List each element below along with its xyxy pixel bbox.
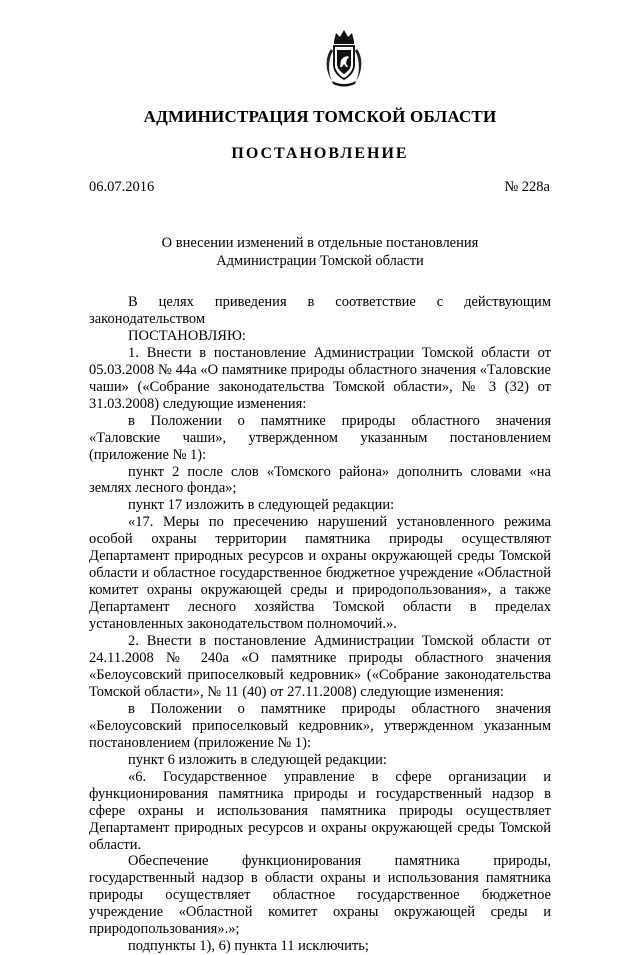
document-date: 06.07.2016 xyxy=(89,179,155,195)
paragraph: В целях приведения в соответствие с действующим законодательством xyxy=(89,294,551,327)
paragraph: пункт 2 после слов «Томского района» дополнить словами «на землях лесного фонда»; xyxy=(89,463,551,497)
paragraph: в Положении о памятнике природы областного значения «Белоусовский припоселковый кедровник», утвержденном указанным постановлением (приложение № 1): xyxy=(89,700,551,751)
document-type: ПОСТАНОВЛЕНИЕ xyxy=(231,145,409,162)
subject-line: Администрации Томской области xyxy=(216,253,424,269)
document-body xyxy=(89,294,551,955)
document-subject xyxy=(89,234,551,270)
paragraph: в Положении о памятнике природы областного значения «Таловские чаши», утвержденном указанным постановлением (приложение № 1): xyxy=(89,412,551,463)
paragraph: 2. Внести в постановление Администрации Томской области от 24.11.2008 № 240а «О памятнике природы областного значения «Белоусовский припоселковый кедровник» («Собрание законодательства Томской области», № 11 (40) от 27.11.2008) следующие изменения: xyxy=(89,633,551,700)
paragraph: пункт 17 изложить в следующей редакции: xyxy=(128,497,395,514)
paragraph: подпункты 1), 6) пункта 11 исключить; xyxy=(128,938,369,955)
coat-of-arms-icon xyxy=(322,27,366,89)
document-number: № 228а xyxy=(504,179,550,195)
paragraph: Обеспечение функционирования памятника природы, государственный надзор в области охраны и использования памятника природы осуществляет областное государственное бюджетное учреждение «Областной комитет охраны окружающей среды и природопользования».»; xyxy=(89,853,551,938)
resolution-word: ПОСТАНОВЛЯЮ: xyxy=(128,327,246,344)
organization-title: АДМИНИСТРАЦИЯ ТОМСКОЙ ОБЛАСТИ xyxy=(143,107,497,126)
paragraph: 1. Внести в постановление Администрации Томской области от 05.03.2008 № 44а «О памятнике природы областного значения «Таловские чаши» («Собрание законодательства Томской области», № 3 (32) от 31.03.2008) следующие изменения: xyxy=(89,344,551,412)
subject-line: О внесении изменений в отдельные постановления xyxy=(161,235,479,251)
paragraph: пункт 6 изложить в следующей редакции: xyxy=(128,751,387,768)
paragraph: «6. Государственное управление в сфере организации и функционирования памятника природы и государственный надзор в сфере охраны и использования памятника природы осуществляет Департамент природных ресурсов и охраны окружающей среды Томской области. xyxy=(89,768,551,853)
paragraph: «17. Меры по пресечению нарушений установленного режима особой охраны территории памятника природы осуществляют Департамент природных ресурсов и охраны окружающей среды Томской области и областное государственное бюджетное учреждение «Областной комитет охраны окружающей среды и природопользования», а также Департамент лесного хозяйства Томской области в пределах установленных законодательством полномочий.». xyxy=(89,514,551,633)
